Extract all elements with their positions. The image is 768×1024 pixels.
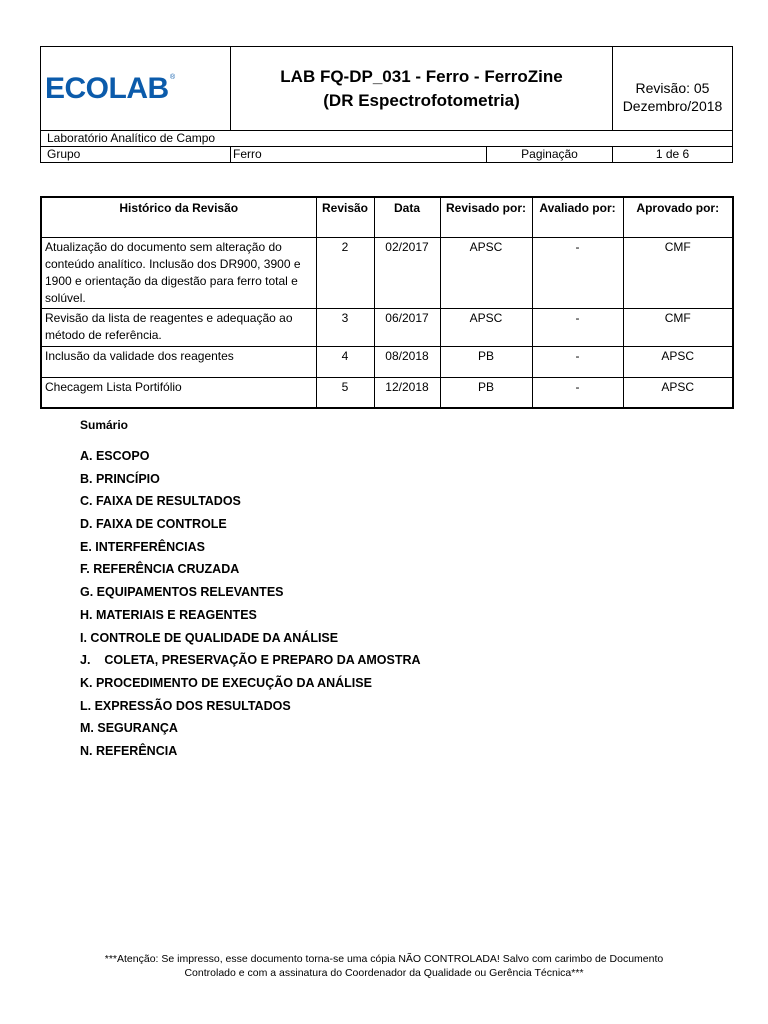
column-header: Avaliado por: bbox=[532, 197, 623, 238]
approved-by: APSC bbox=[623, 347, 733, 378]
approved-by: APSC bbox=[623, 378, 733, 408]
column-header: Revisado por: bbox=[440, 197, 532, 238]
summary-title: Sumário bbox=[80, 418, 129, 432]
ecolab-logo bbox=[45, 71, 175, 106]
toc-item: J. COLETA, PRESERVAÇÃO E PREPARO DA AMOSTRA bbox=[80, 653, 421, 668]
logo-registered-mark: ® bbox=[170, 73, 175, 81]
document-header bbox=[40, 46, 733, 163]
column-header: Revisão bbox=[316, 197, 374, 238]
toc-item: K. PROCEDIMENTO DE EXECUÇÃO DA ANÁLISE bbox=[80, 675, 372, 690]
revision-history-table bbox=[40, 196, 734, 409]
revision-date: 08/2018 bbox=[374, 347, 440, 378]
toc-item: G. EQUIPAMENTOS RELEVANTES bbox=[80, 585, 284, 600]
revision-number: 5 bbox=[316, 378, 374, 408]
column-header: Data bbox=[374, 197, 440, 238]
table-row bbox=[41, 347, 733, 378]
reviewed-by: PB bbox=[440, 347, 532, 378]
document-subtitle: (DR Espectrofotometria) bbox=[323, 90, 520, 110]
revision-date: 06/2017 bbox=[374, 309, 440, 347]
revision-number: Revisão: 05 bbox=[635, 79, 710, 96]
revision-cell bbox=[613, 47, 732, 130]
toc-item: E. INTERFERÊNCIAS bbox=[80, 539, 206, 554]
notice-line: ***Atenção: Se impresso, esse documento torna-se uma cópia NÃO CONTROLADA! Salvo com carimbo de Documento bbox=[104, 953, 664, 965]
toc-item: B. PRINCÍPIO bbox=[80, 471, 160, 486]
revision-number: 4 bbox=[316, 347, 374, 378]
evaluated-by: - bbox=[532, 378, 623, 408]
revision-number: 3 bbox=[316, 309, 374, 347]
group-row bbox=[41, 147, 732, 162]
pagination-value: 1 de 6 bbox=[655, 147, 690, 161]
notice-line: Controlado e com a assinatura do Coordenador da Qualidade ou Gerência Técnica*** bbox=[184, 967, 584, 979]
toc-item: H. MATERIAIS E REAGENTES bbox=[80, 607, 257, 622]
revision-date: Dezembro/2018 bbox=[622, 97, 723, 114]
revision-description: Inclusão da validade dos reagentes bbox=[41, 347, 316, 378]
pagination-label: Paginação bbox=[487, 147, 613, 162]
table-of-contents bbox=[80, 445, 421, 763]
toc-item: N. REFERÊNCIA bbox=[80, 743, 178, 758]
toc-item: L. EXPRESSÃO DOS RESULTADOS bbox=[80, 698, 291, 713]
uncontrolled-copy-notice bbox=[0, 952, 768, 980]
reviewed-by: PB bbox=[440, 378, 532, 408]
document-title: LAB FQ-DP_031 - Ferro - FerroZine bbox=[280, 66, 563, 86]
table-row bbox=[41, 309, 733, 347]
evaluated-by: - bbox=[532, 347, 623, 378]
header-top-row bbox=[41, 47, 732, 131]
table-header-row bbox=[41, 197, 733, 238]
evaluated-by: - bbox=[532, 238, 623, 309]
title-cell bbox=[231, 47, 613, 130]
logo-text: ECOLAB bbox=[45, 71, 169, 105]
evaluated-by: - bbox=[532, 309, 623, 347]
reviewed-by: APSC bbox=[440, 238, 532, 309]
revision-description: Atualização do documento sem alteração do conteúdo analítico. Inclusão dos DR900, 3900 e 1900 e orientação da digestão para ferro total e solúvel. bbox=[41, 238, 316, 309]
revision-description: Revisão da lista de reagentes e adequação ao método de referência. bbox=[41, 309, 316, 347]
logo-cell bbox=[41, 47, 231, 130]
approved-by: CMF bbox=[623, 309, 733, 347]
group-value: Ferro bbox=[231, 147, 487, 162]
reviewed-by: APSC bbox=[440, 309, 532, 347]
toc-item: D. FAIXA DE CONTROLE bbox=[80, 517, 227, 532]
revision-date: 02/2017 bbox=[374, 238, 440, 309]
revision-number: 2 bbox=[316, 238, 374, 309]
table-row bbox=[41, 238, 733, 309]
column-header: Histórico da Revisão bbox=[41, 197, 316, 238]
toc-item: I. CONTROLE DE QUALIDADE DA ANÁLISE bbox=[80, 630, 339, 645]
approved-by: CMF bbox=[623, 238, 733, 309]
revision-description: Checagem Lista Portifólio bbox=[41, 378, 316, 408]
table-row bbox=[41, 378, 733, 408]
toc-item: M. SEGURANÇA bbox=[80, 721, 178, 736]
lab-name: Laboratório Analítico de Campo bbox=[41, 131, 732, 147]
toc-item: A. ESCOPO bbox=[80, 449, 150, 463]
revision-date: 12/2018 bbox=[374, 378, 440, 408]
toc-item: C. FAIXA DE RESULTADOS bbox=[80, 494, 241, 509]
column-header: Aprovado por: bbox=[623, 197, 733, 238]
toc-item: F. REFERÊNCIA CRUZADA bbox=[80, 562, 240, 577]
group-label: Grupo bbox=[41, 147, 231, 162]
